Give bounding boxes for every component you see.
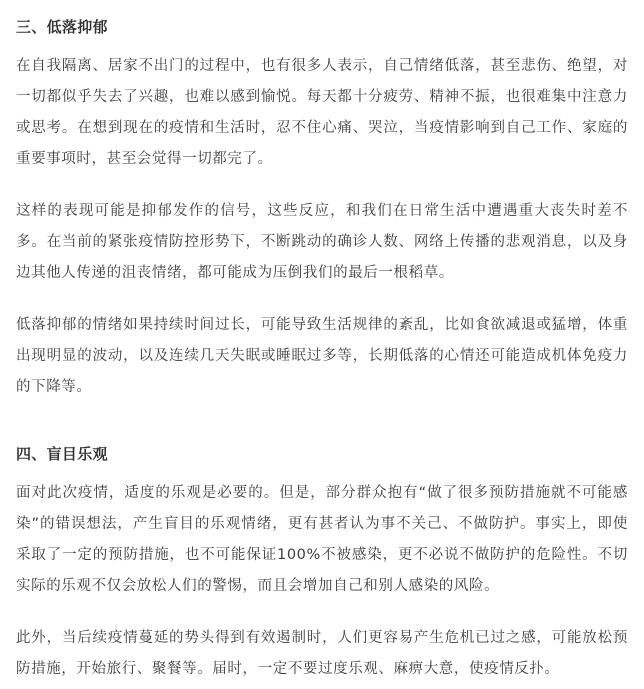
paragraph: 低落抑郁的情绪如果持续时间过长，可能导致生活规律的紊乱，比如食欲减退或猛增，体重出现明显的波动，以及连续几天失眠或睡眠过多等，长期低落的心情还可能造成机体免疫力的下降等。	[16, 317, 628, 395]
section-title-blind-optimism: 四、盲目乐观	[16, 445, 108, 463]
paragraph: 此外，当后续疫情蔓延的势头得到有效遏制时，人们更容易产生危机已过之感，可能放松预防措施，开始旅行、聚餐等。届时，一定不要过度乐观、麻痹大意，使疫情反扑。	[16, 630, 628, 677]
section-title-depression: 三、低落抑郁	[16, 18, 108, 36]
paragraph: 在自我隔离、居家不出门的过程中，也有很多人表示，自己情绪低落，甚至悲伤、绝望，对一切都似乎失去了兴趣，也难以感到愉悦。每天都十分疲劳、精神不振，也很难集中注意力或思考。在想到现在的疫情和生活时，忍不住心痛、哭泣，当疫情影响到自己工作、家庭的重要事项时，甚至会觉得一切都完了。	[16, 58, 628, 167]
article	[16, 16, 628, 685]
paragraph: 面对此次疫情，适度的乐观是必要的。但是，部分群众抱有“做了很多预防措施就不可能感染”的错误想法，产生盲目的乐观情绪，更有甚者认为事不关己、不做防护。事实上，即使采取了一定的预防措施，也不可能保证100%不被感染，更不必说不做防护的危险性。不切实际的乐观不仅会放松人们的警惕，而且会增加自己和别人感染的风险。	[16, 485, 628, 594]
paragraph: 这样的表现可能是抑郁发作的信号，这些反应，和我们在日常生活中遭遇重大丧失时差不多。在当前的紧张疫情防控形势下，不断跳动的确诊人数、网络上传播的悲观消息，以及身边其他人传递的沮丧情绪，都可能成为压倒我们的最后一根稻草。	[16, 203, 628, 281]
